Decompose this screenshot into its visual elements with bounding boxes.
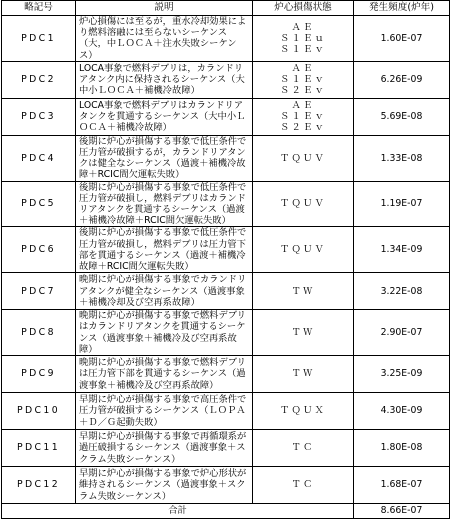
row-frequency: 1.68E-07 — [354, 467, 450, 504]
state-code: Ｓ１Ｅｕ — [280, 32, 326, 44]
row-description: 後期に炉心が損傷する事象で低圧条件で圧力管が破損し，燃料デブリは圧力管下部を貫通するシーケンス（過渡＋補機冷故障＋RCIC間欠運転失敗） — [76, 227, 253, 273]
row-frequency: 3.25E-09 — [354, 356, 450, 393]
state-code: Ｓ１Ｅｖ — [280, 44, 326, 55]
row-core-damage-state — [253, 135, 354, 181]
state-code: ＴＣ — [291, 479, 315, 491]
row-code: PDC8 — [2, 310, 76, 356]
header-code: 略記号 — [2, 1, 76, 16]
row-frequency: 5.69E-08 — [354, 98, 450, 135]
row-frequency: 1.60E-07 — [354, 16, 450, 62]
row-code: PDC2 — [2, 61, 76, 98]
row-code: PDC9 — [2, 356, 76, 393]
table-row — [2, 16, 450, 62]
state-code: ＴＣ — [291, 442, 315, 454]
row-core-damage-state — [253, 467, 354, 504]
row-core-damage-state — [253, 273, 354, 310]
total-row — [2, 504, 450, 519]
row-core-damage-state — [253, 227, 354, 273]
row-core-damage-state — [253, 430, 354, 467]
row-code: PDC10 — [2, 393, 76, 430]
total-frequency: 8.66E-07 — [354, 504, 450, 519]
header-description: 説明 — [76, 1, 253, 16]
row-frequency: 4.30E-09 — [354, 393, 450, 430]
state-code: Ｓ２Ｅｖ — [280, 122, 326, 134]
row-description: 後期に炉心が損傷する事象で低圧条件で圧力管が破損し，燃料デブリはカランドリアタンクを貫通するシーケンス（過渡＋補機冷故障＋RCIC間欠運転失敗） — [76, 181, 253, 227]
header-frequency: 発生頻度(炉年) — [354, 1, 450, 16]
table-row — [2, 467, 450, 504]
row-core-damage-state — [253, 61, 354, 98]
row-frequency: 2.90E-07 — [354, 310, 450, 356]
state-code: Ｓ１Ｅｖ — [280, 74, 326, 86]
row-frequency: 3.22E-08 — [354, 273, 450, 310]
row-description: LOCA事象で燃料デブリは，カランドリアタンク内に保持されるシーケンス（大中小ＬＯＣＡ＋補機冷故障） — [76, 61, 253, 98]
row-code: PDC7 — [2, 273, 76, 310]
row-code: PDC1 — [2, 16, 76, 62]
row-core-damage-state — [253, 393, 354, 430]
row-core-damage-state — [253, 98, 354, 135]
table-row — [2, 181, 450, 227]
row-description: 早期に炉心が損傷する事象で高圧条件で圧力管が破損するシーケンス（ＬＯＰＡ＋Ｄ／Ｇ起動失敗） — [76, 393, 253, 430]
row-code: PDC12 — [2, 467, 76, 504]
total-label: 合計 — [2, 504, 354, 519]
state-code: Ｓ２Ｅｖ — [280, 85, 326, 97]
table-row — [2, 356, 450, 393]
table-row — [2, 98, 450, 135]
state-code: ＡＥ — [291, 21, 315, 33]
table-row — [2, 61, 450, 98]
row-code: PDC11 — [2, 430, 76, 467]
row-frequency: 1.33E-08 — [354, 135, 450, 181]
state-code: ＴＷ — [291, 285, 315, 297]
state-code: ＴＱＵＸ — [280, 405, 326, 417]
row-description: 早期に炉心が損傷する事象で再循環系が過圧破損するシーケンス（過渡事象＋スクラム失敗シーケンス） — [76, 430, 253, 467]
row-description: 晩期に炉心が損傷する事象で燃料デブリは圧力管下部を貫通するシーケンス（過渡事象＋補機冷及び空再系故障） — [76, 356, 253, 393]
row-frequency: 1.80E-08 — [354, 430, 450, 467]
row-description: 早期に炉心が損傷する事象で炉心形状が維持されるシーケンス（過渡事象＋スクラム失敗シーケンス） — [76, 467, 253, 504]
header-core-damage-state: 炉心損傷状態 — [253, 1, 354, 16]
table-row — [2, 227, 450, 273]
row-description: 後期に炉心が損傷する事象で低圧条件で圧力管が破損するが，カランドリアタンクは健全なシーケンス（過渡＋補機冷故障＋RCIC間欠運転失敗） — [76, 135, 253, 181]
table-row — [2, 430, 450, 467]
header-row — [2, 1, 450, 16]
state-code: ＴＱＵＶ — [280, 152, 326, 164]
row-frequency: 1.34E-09 — [354, 227, 450, 273]
state-code: ＡＥ — [291, 63, 315, 74]
table-row — [2, 273, 450, 310]
pdc-table — [1, 0, 450, 519]
state-code: Ｓ１Ｅｖ — [280, 111, 326, 123]
state-code: ＴＱＵＶ — [280, 244, 326, 256]
row-code: PDC3 — [2, 98, 76, 135]
table-row — [2, 310, 450, 356]
row-description: 晩期に炉心が損傷する事象で燃料デブリはカランドリアタンクを貫通するシーケンス（過渡事象＋補機冷及び空再系故障） — [76, 310, 253, 356]
state-code: ＴＷ — [291, 368, 315, 380]
state-code: ＴＷ — [291, 327, 315, 339]
table-row — [2, 393, 450, 430]
row-description: 晩期に炉心が損傷する事象でカランドリアタンクが健全なシーケンス（過渡事象＋補機冷却及び空再系故障） — [76, 273, 253, 310]
row-code: PDC4 — [2, 135, 76, 181]
row-core-damage-state — [253, 16, 354, 62]
row-code: PDC5 — [2, 181, 76, 227]
row-code: PDC6 — [2, 227, 76, 273]
row-frequency: 1.19E-07 — [354, 181, 450, 227]
row-frequency: 6.26E-09 — [354, 61, 450, 98]
row-core-damage-state — [253, 356, 354, 393]
row-description: 炉心損傷には至るが，重水冷却効果により燃料溶融には至らないシーケンス（大，中ＬＯＣＡ＋注水失敗シーケンス） — [76, 16, 253, 62]
row-core-damage-state — [253, 181, 354, 227]
state-code: ＴＱＵＶ — [280, 198, 326, 210]
table-row — [2, 135, 450, 181]
row-description: LOCA事象で燃料デブリはカランドリアタンクを貫通するシーケンス（大中小ＬＯＣＡ＋補機冷故障） — [76, 98, 253, 135]
row-core-damage-state — [253, 310, 354, 356]
state-code: ＡＥ — [291, 100, 315, 111]
